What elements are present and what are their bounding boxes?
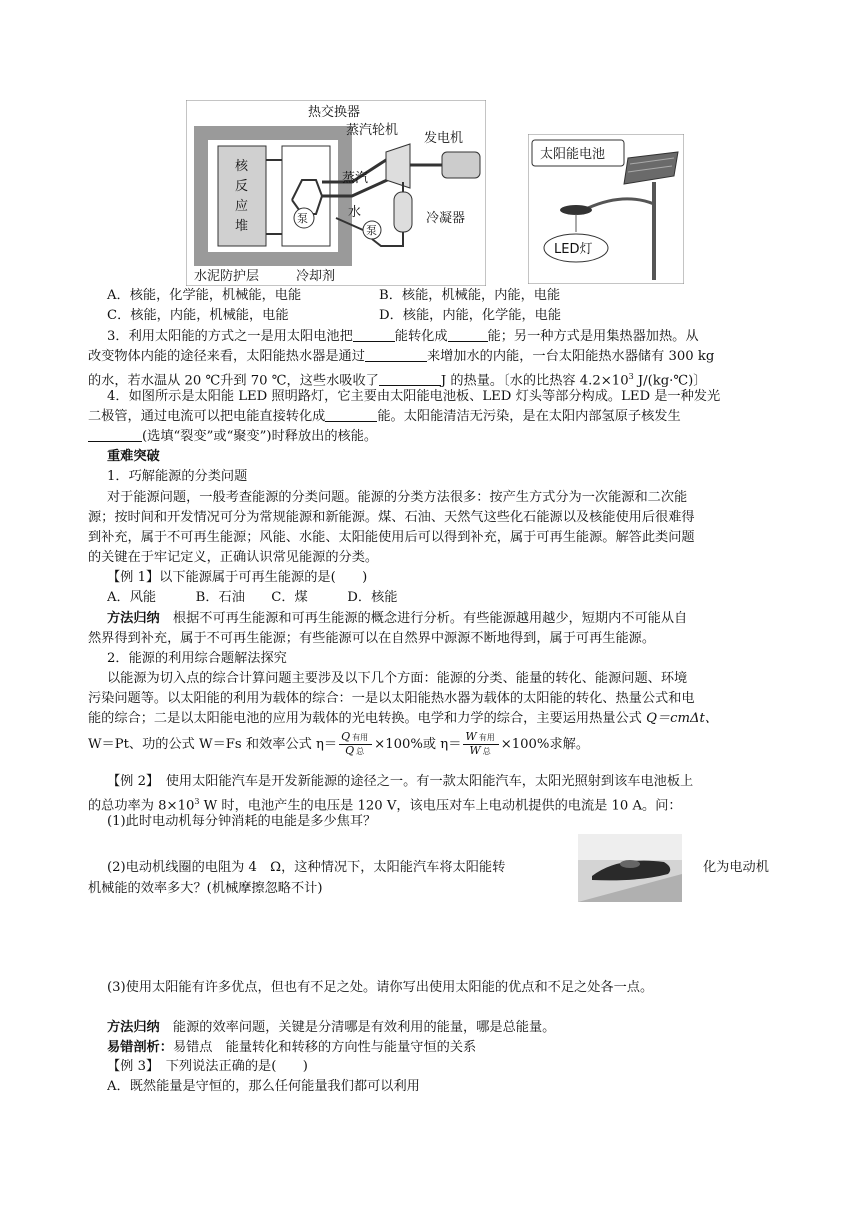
- label-reactor-2: 反: [235, 179, 249, 194]
- example-3-option-a: A．既然能量是守恒的，那么任何能量我们都可以利用: [107, 1079, 420, 1094]
- example-2-q1: (1)此时电动机每分钟消耗的电能是多少焦耳？: [107, 814, 377, 829]
- label-steam: 蒸汽: [342, 171, 369, 186]
- s2-title: 2．能源的利用综合题解法探究: [107, 651, 287, 666]
- s1-para-3: 到补充，属于不可再生能源；风能、水能、太阳能使用后可以得到补充，属于可再生能源。解答此类问题: [88, 530, 695, 545]
- example-1-options: A．风能 B．石油 C．煤 D．核能: [107, 590, 398, 605]
- s1-title: 1．巧解能源的分类问题: [107, 469, 248, 484]
- example-3-title: 【例 3】 下列说法正确的是( ): [107, 1059, 308, 1074]
- q4-line-2: 二极管，通过电流可以把电能直接转化成 能。太阳能清洁无污染，是在太阳内部氢原子核发生: [88, 409, 681, 424]
- example-2-q3: (3)使用太阳能有许多优点，但也有不足之处。请你写出使用太阳能的优点和不足之处各一点。: [107, 980, 654, 995]
- label-solar-panel: 太阳能电池: [540, 147, 606, 162]
- s1-para-2: 源；按时间和开发情况可分为常规能源和新能源。煤、石油、天然气这些化石能源以及核能使用后很难得: [88, 510, 695, 525]
- q4-line-1: 4．如图所示是太阳能 LED 照明路灯，它主要由太阳能电池板、LED 灯头等部分构成。LED 是一种发光: [107, 389, 721, 404]
- solar-led-lamp-figure: [528, 134, 684, 284]
- q2-option-d: D．核能，内能，化学能，电能: [379, 308, 562, 323]
- q4-line-3: (选填“裂变”或“聚变”)时释放出的核能。: [88, 427, 788, 447]
- s1-method-1: 方法归纳 根据不可再生能源和可再生能源的概念进行分析。有些能源越用越少，短期内不可能从自: [107, 611, 688, 626]
- label-reactor-3: 应: [235, 199, 249, 214]
- label-reactor-4: 堆: [235, 219, 249, 234]
- s2-para-4: W＝Pt、功的公式 W＝Fs 和效率公式 η＝ $\frac{\text{Q 有用}}{\text{Q 总}}$ ×100%或 η＝ $\frac{\text{W 有用}}{\text{W 总}}$ ×100%求解。: [88, 730, 590, 757]
- label-reactor-1: 核: [235, 159, 249, 174]
- section-title: 重难突破: [107, 449, 160, 464]
- q2-option-b: B．核能，机械能，内能，电能: [379, 288, 561, 303]
- efficiency-fraction-q: $\frac{\text{Q 有用}}{\text{Q 总}}$: [339, 731, 372, 758]
- error-analysis: 易错剖析：易错点 能量转化和转移的方向性与能量守恒的关系: [107, 1040, 477, 1055]
- s2-para-1: 以能源为切入点的综合计算问题主要涉及以下几个方面：能源的分类、能量的转化、能源问题、环境: [107, 671, 688, 686]
- label-condenser: 冷凝器: [426, 211, 466, 226]
- example-2-q2-line-1b: 化为电动机: [703, 860, 769, 875]
- q3-line-1: 3．利用太阳能的方式之一是用太阳电池把 能转化成 能；另一种方式是用集热器加热。从: [107, 329, 699, 344]
- label-concrete-layer: 水泥防护层: [194, 269, 260, 284]
- q3-line-3: 的水，若水温从 20 ℃升到 70 ℃，这些水吸收了 J 的热量。〔水的比热容 $4.2\times 10^3$ J/(kg·℃)〕: [88, 372, 707, 389]
- q2-option-c: C．核能，内能，机械能，电能: [107, 308, 289, 323]
- label-coolant: 冷却剂: [296, 269, 336, 284]
- label-water: 水: [348, 205, 362, 220]
- s1-para-1: 对于能源问题，一般考查能源的分类问题。能源的分类方法很多：按产生方式分为一次能源和二次能: [107, 490, 688, 505]
- example-2-line-2: 的总功率为 $8\times 10^3$ W 时，电池产生的电压是 120 V，该电压对车上电动机提供的电流是 10 A。问：: [88, 797, 682, 814]
- s2-para-2: 污染问题等。以太阳能的利用为载体的综合：一是以太阳能热水器为载体的太阳能的转化、热量公式和电: [88, 691, 695, 706]
- s1-method-2: 然界得到补充，属于不可再生能源；有些能源可以在自然界中源源不断地得到，属于可再生能源。: [88, 631, 656, 646]
- example-1: 【例 1】以下能源属于可再生能源的是( ): [107, 570, 368, 585]
- example-2-q2-line-2: 机械能的效率多大？(机械摩擦忽略不计): [88, 881, 323, 896]
- s1-para-4: 的关键在于牢记定义，正确认识常见能源的分类。: [88, 550, 379, 565]
- example-2-line-1: 【例 2】 使用太阳能汽车是开发新能源的途径之一。有一款太阳能汽车，太阳光照射到该车电池板上: [107, 774, 694, 789]
- q3-line-2: 改变物体内能的途径来看，太阳能热水器是通过 来增加水的内能，一台太阳能热水器储有 300 kg: [88, 349, 715, 364]
- efficiency-fraction-w: $\frac{\text{W 有用}}{\text{W 总}}$: [463, 731, 498, 758]
- label-generator: 发电机: [424, 131, 464, 146]
- example-2-q2-line-1: (2)电动机线圈的电阻为 4 Ω，这种情况下，太阳能汽车将太阳能转: [107, 860, 506, 875]
- label-pump-1: 泵: [297, 212, 308, 225]
- label-heat-exchanger: 热交换器: [308, 105, 361, 120]
- label-led: LED灯: [554, 242, 593, 257]
- label-steam-turbine: 蒸汽轮机: [346, 123, 399, 138]
- q2-option-a: A．核能，化学能，机械能，电能: [107, 288, 302, 303]
- label-pump-2: 泵: [366, 224, 377, 237]
- method-2: 方法归纳 能源的效率问题，关键是分清哪是有效利用的能量，哪是总能量。: [107, 1020, 556, 1035]
- s2-para-3: 能的综合；二是以太阳能电池的应用为载体的光电转换。电学和力学的综合，主要运用热量公式 Q＝cmΔt、: [88, 711, 718, 726]
- nuclear-plant-diagram: [186, 100, 486, 286]
